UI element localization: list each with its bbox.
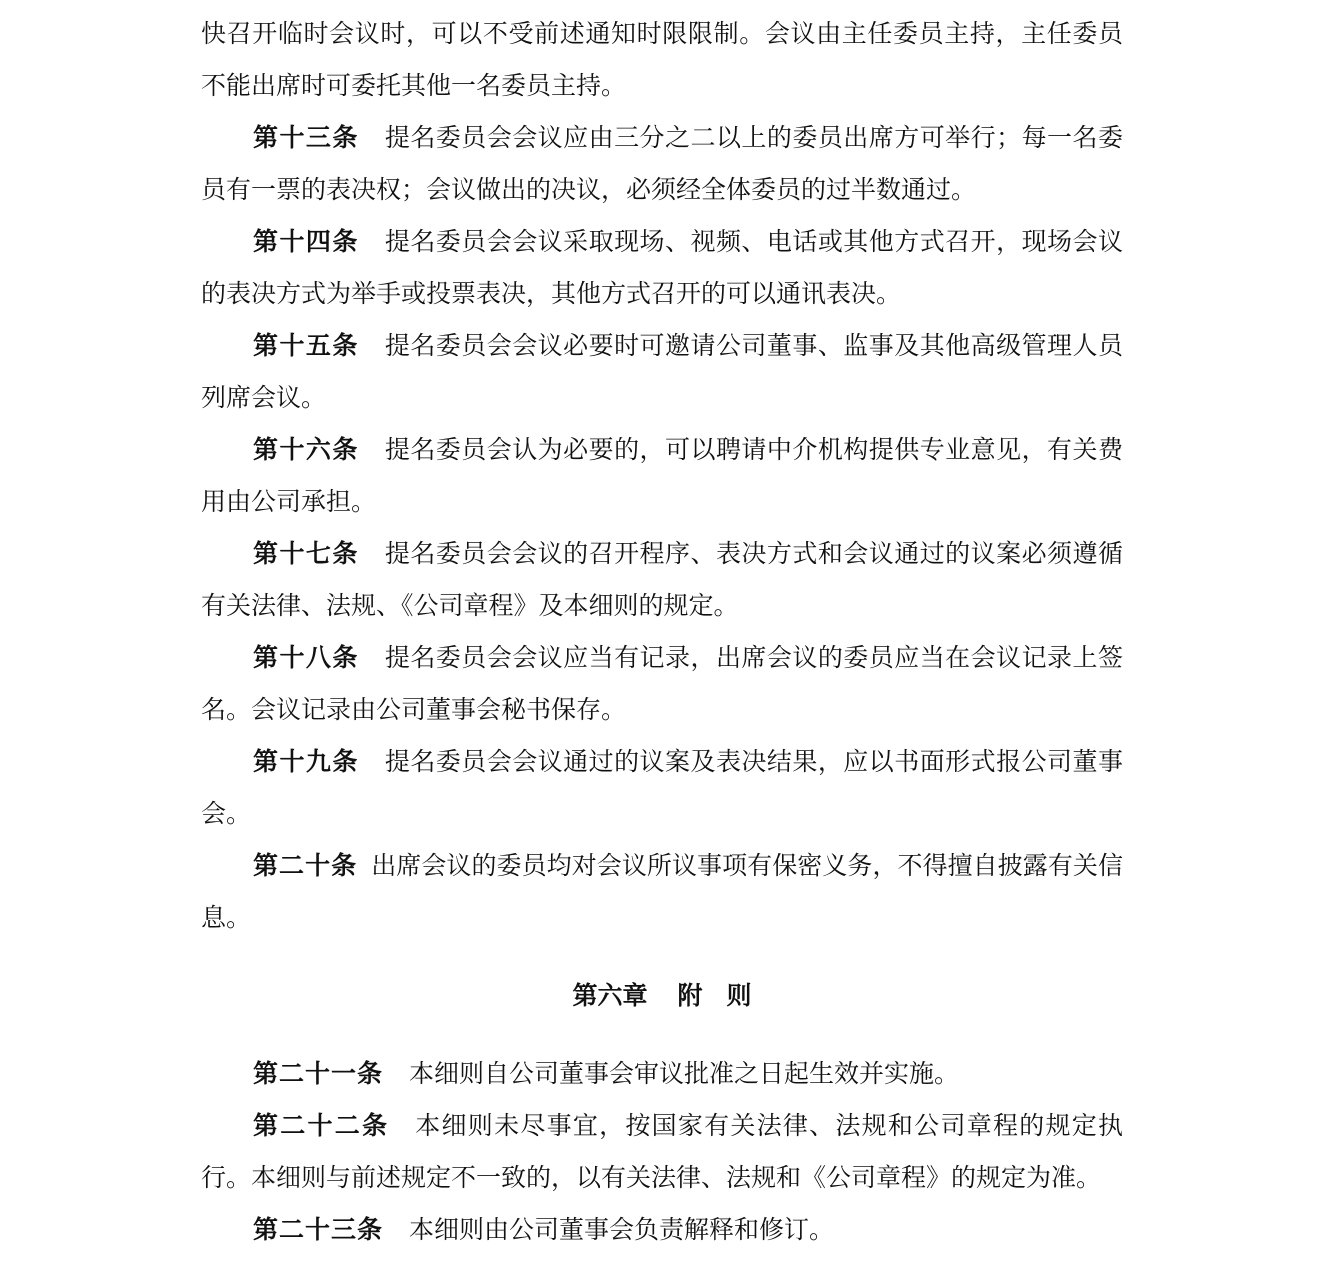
article-19 xyxy=(201,736,1123,840)
article-14 xyxy=(201,216,1123,320)
article-15 xyxy=(201,320,1123,424)
article-text: 提名委员会会议的召开程序、表决方式和会议通过的议案必须遵循有关法律、法规、《公司章程》及本细则的规定。 xyxy=(201,539,1123,620)
article-text: 出席会议的委员均对会议所议事项有保密义务，不得擅自披露有关信息。 xyxy=(201,851,1123,932)
paragraph-text: 快召开临时会议时，可以不受前述通知时限限制。会议由主任委员主持，主任委员不能出席时可委托其他一名委员主持。 xyxy=(201,19,1123,100)
article-label: 第二十一条 xyxy=(253,1059,384,1088)
article-text: 提名委员会会议采取现场、视频、电话或其他方式召开，现场会议的表决方式为举手或投票表决，其他方式召开的可以通讯表决。 xyxy=(201,227,1123,308)
article-17 xyxy=(201,528,1123,632)
article-text: 提名委员会会议应当有记录，出席会议的委员应当在会议记录上签名。会议记录由公司董事会秘书保存。 xyxy=(201,643,1123,724)
article-label: 第十八条 xyxy=(253,643,359,672)
chapter-number: 第六章 xyxy=(572,981,648,1010)
article-22 xyxy=(201,1100,1123,1204)
article-label: 第十三条 xyxy=(253,123,359,152)
chapter-title-part2: 则 xyxy=(726,981,752,1010)
continuation-paragraph xyxy=(201,8,1123,112)
article-text: 提名委员会会议必要时可邀请公司董事、监事及其他高级管理人员列席会议。 xyxy=(201,331,1123,412)
document-page xyxy=(201,8,1123,1256)
article-text: 本细则自公司董事会审议批准之日起生效并实施。 xyxy=(409,1059,960,1088)
article-label: 第十九条 xyxy=(253,747,359,776)
article-text: 本细则由公司董事会负责解释和修订。 xyxy=(409,1215,835,1244)
article-text: 提名委员会会议应由三分之二以上的委员出席方可举行；每一名委员有一票的表决权；会议做出的决议，必须经全体委员的过半数通过。 xyxy=(201,123,1123,204)
article-label: 第二十二条 xyxy=(253,1111,390,1140)
article-label: 第十七条 xyxy=(253,539,359,568)
article-16 xyxy=(201,424,1123,528)
article-21 xyxy=(201,1048,1123,1100)
article-text: 本细则未尽事宜，按国家有关法律、法规和公司章程的规定执行。本细则与前述规定不一致的，以有关法律、法规和《公司章程》的规定为准。 xyxy=(201,1111,1123,1192)
article-18 xyxy=(201,632,1123,736)
article-label: 第二十条 xyxy=(253,851,358,880)
article-label: 第十四条 xyxy=(253,227,359,256)
article-text: 提名委员会认为必要的，可以聘请中介机构提供专业意见，有关费用由公司承担。 xyxy=(201,435,1123,516)
article-label: 第十六条 xyxy=(253,435,359,464)
article-20 xyxy=(201,840,1123,944)
chapter-title-part1: 附 xyxy=(677,981,703,1010)
article-label: 第十五条 xyxy=(253,331,359,360)
article-label: 第二十三条 xyxy=(253,1215,384,1244)
article-13 xyxy=(201,112,1123,216)
article-text: 提名委员会会议通过的议案及表决结果，应以书面形式报公司董事会。 xyxy=(201,747,1123,828)
chapter-heading xyxy=(201,970,1123,1022)
article-23 xyxy=(201,1204,1123,1256)
